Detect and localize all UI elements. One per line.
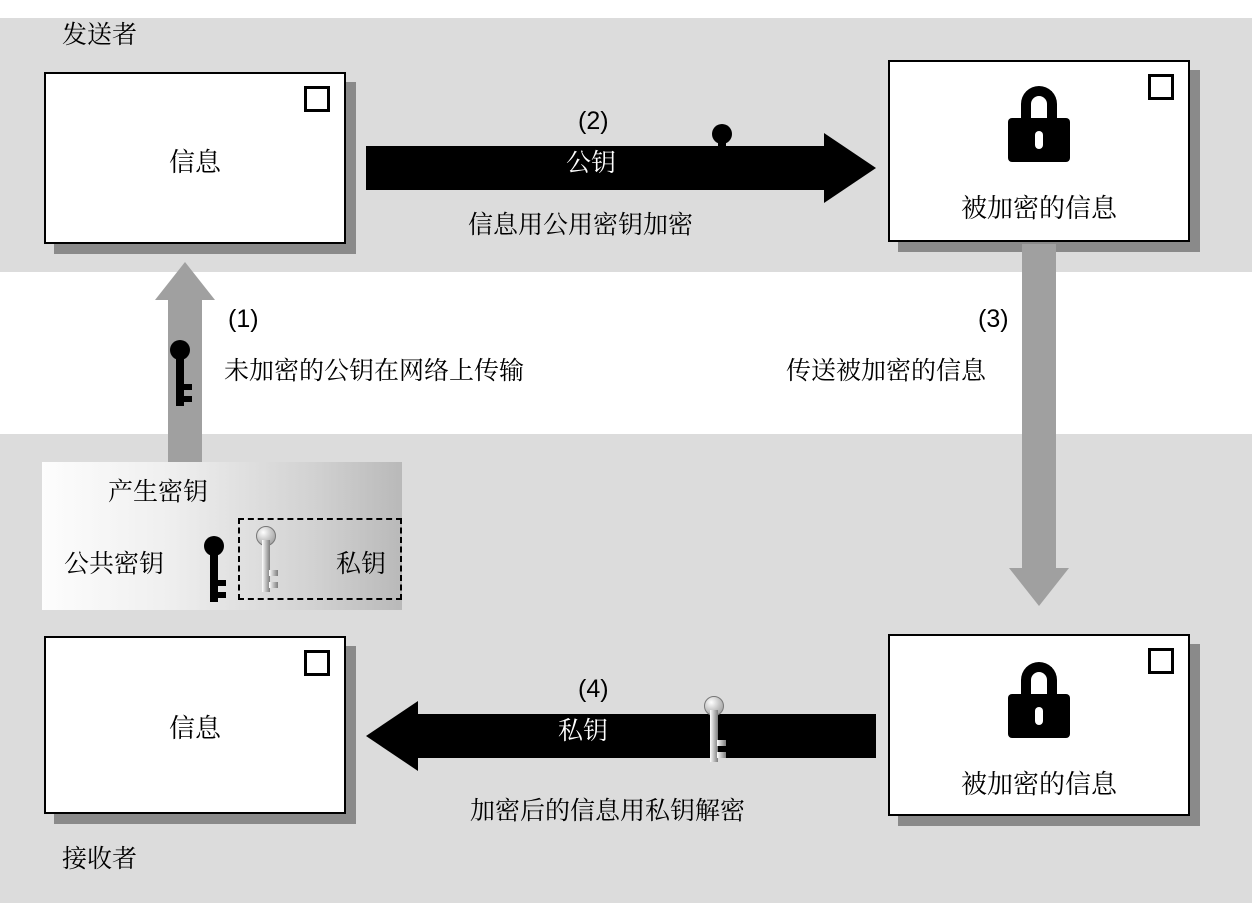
- keygen-public-key-label: 公共密钥: [64, 550, 165, 578]
- card-corner-box-icon: [1148, 648, 1174, 674]
- step-3-number: (3): [978, 305, 1009, 333]
- card-label: 被加密的信息: [960, 769, 1117, 799]
- encrypted-message-card-top: [888, 60, 1190, 242]
- step-2-key-label: 公钥: [566, 149, 617, 177]
- step-4-arrow: [366, 714, 876, 758]
- silver-key-icon: [256, 526, 276, 592]
- step-1-description: 未加密的公钥在网络上传输: [224, 357, 525, 385]
- black-key-icon: [170, 340, 190, 406]
- step-4-description: 加密后的信息用私钥解密: [470, 797, 746, 825]
- key-generation-panel: [42, 462, 402, 610]
- card-corner-box-icon: [304, 650, 330, 676]
- step-2-arrow: [366, 146, 876, 190]
- step-3-arrow: [1022, 244, 1056, 606]
- step-2-number: (2): [578, 107, 609, 135]
- step-4-key-label: 私钥: [558, 717, 609, 745]
- receiver-role-label: 接收者: [62, 845, 138, 873]
- step-2-description: 信息用公用密钥加密: [468, 211, 694, 239]
- step-1-number: (1): [228, 305, 259, 333]
- sender-message-card: [44, 72, 346, 244]
- encrypted-message-card-bottom: [888, 634, 1190, 816]
- step-4-number: (4): [578, 675, 609, 703]
- receiver-message-card: [44, 636, 346, 814]
- private-key-dashed-box: [238, 518, 402, 600]
- lock-icon: [1008, 86, 1070, 162]
- card-corner-box-icon: [304, 86, 330, 112]
- card-corner-box-icon: [1148, 74, 1174, 100]
- black-key-icon: [204, 536, 224, 602]
- sender-role-label: 发送者: [62, 21, 138, 49]
- keygen-title: 产生密钥: [108, 478, 209, 506]
- lock-icon: [1008, 662, 1070, 738]
- step-3-description: 传送被加密的信息: [786, 357, 987, 385]
- card-label: 信息: [168, 713, 221, 743]
- black-key-icon: [712, 124, 732, 190]
- card-label: 信息: [168, 147, 221, 177]
- keygen-private-key-label: 私钥: [335, 550, 386, 578]
- card-label: 被加密的信息: [960, 193, 1117, 223]
- silver-key-icon: [704, 696, 724, 762]
